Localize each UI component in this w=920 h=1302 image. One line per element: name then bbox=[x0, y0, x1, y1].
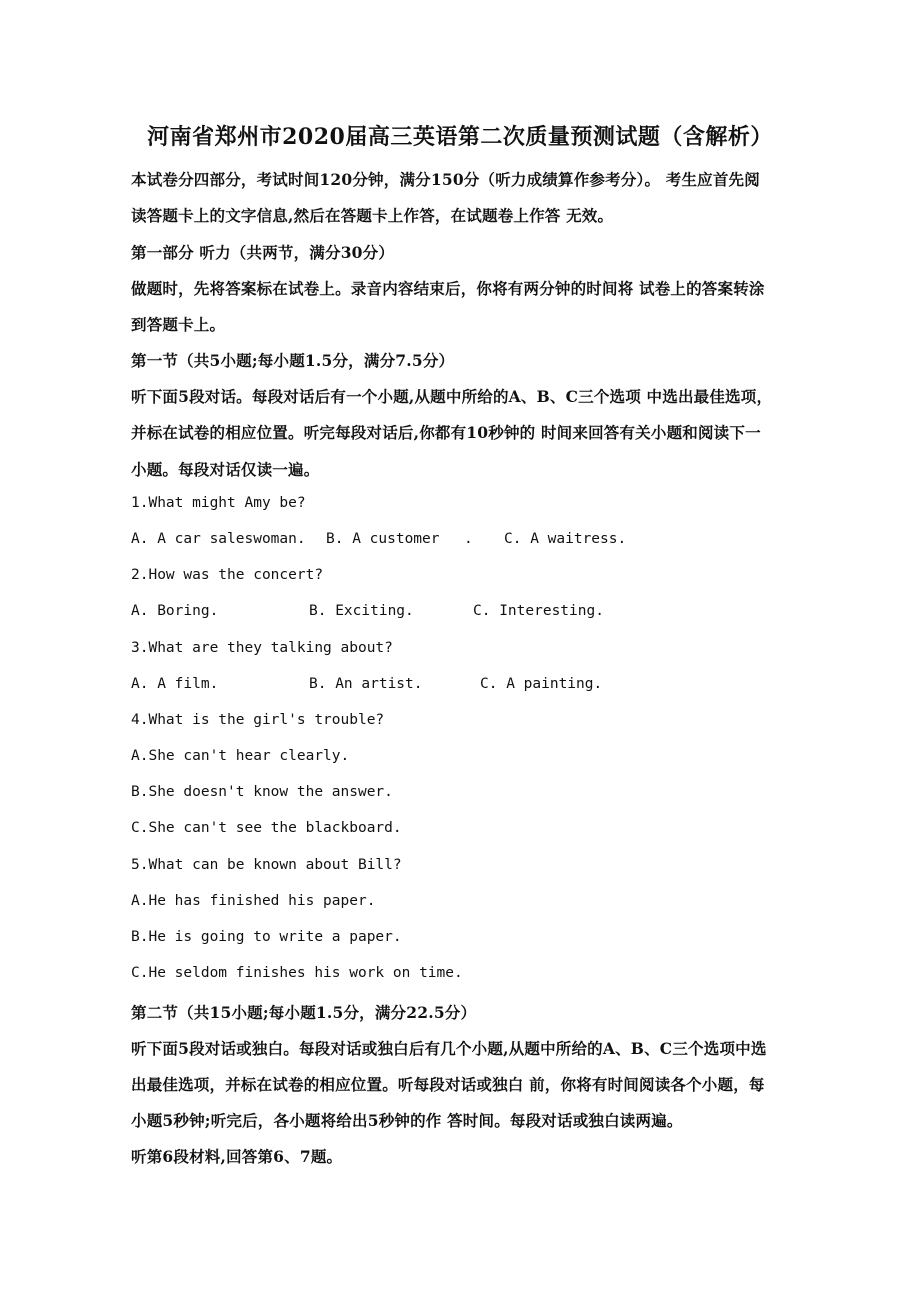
question-5: 5.What can be known about Bill? bbox=[131, 857, 402, 873]
question-3: 3.What are they talking about? bbox=[131, 640, 393, 656]
part1-heading: 第一部分 听力（共两节，满分30分） bbox=[131, 243, 395, 262]
section2-instructions-line-1: 听下面5段对话或独白。每段对话或独白后有几个小题,从题中所给的A、B、C三个选项中选 bbox=[131, 1039, 767, 1058]
question-5-option-c: C.He seldom finishes his work on time. bbox=[131, 965, 463, 981]
intro-line-2: 读答题卡上的文字信息,然后在答题卡上作答，在试题卷上作答 无效。 bbox=[131, 206, 614, 225]
question-2-option-c: C. Interesting. bbox=[473, 603, 604, 619]
question-4-option-c: C.She can't see the blackboard. bbox=[131, 820, 402, 836]
question-4: 4.What is the girl's trouble? bbox=[131, 712, 385, 728]
question-2: 2.How was the concert? bbox=[131, 567, 324, 583]
question-1-option-c: C. A waitress. bbox=[504, 531, 627, 547]
section1-heading: 第一节（共5小题;每小题1.5分，满分7.5分） bbox=[131, 351, 455, 370]
question-1-stray-period: . bbox=[464, 531, 473, 547]
section2-instructions-line-2: 出最佳选项，并标在试卷的相应位置。听每段对话或独白 前，你将有时间阅读各个小题，每 bbox=[131, 1075, 765, 1094]
question-4-option-a: A.She can't hear clearly. bbox=[131, 748, 350, 764]
material-note: 听第6段材料,回答第6、7题。 bbox=[131, 1147, 343, 1166]
question-2-option-a: A. Boring. bbox=[131, 603, 219, 619]
question-1: 1.What might Amy be? bbox=[131, 495, 306, 511]
question-2-option-b: B. Exciting. bbox=[309, 603, 414, 619]
question-4-option-b: B.She doesn't know the answer. bbox=[131, 784, 393, 800]
section1-instructions-line-3: 小题。每段对话仅读一遍。 bbox=[131, 460, 320, 479]
part1-instructions-line-1: 做题时，先将答案标在试卷上。录音内容结束后，你将有两分钟的时间将 试卷上的答案转涂 bbox=[131, 279, 765, 298]
intro-line-1: 本试卷分四部分，考试时间120分钟，满分150分（听力成绩算作参考分）。 考生应首先阅 bbox=[131, 170, 760, 189]
question-5-option-a: A.He has finished his paper. bbox=[131, 893, 376, 909]
part1-instructions-line-2: 到答题卡上。 bbox=[131, 315, 226, 334]
question-3-option-a: A. A film. bbox=[131, 676, 219, 692]
question-5-option-b: B.He is going to write a paper. bbox=[131, 929, 402, 945]
question-1-option-b: B. A customer bbox=[326, 531, 440, 547]
section2-heading: 第二节（共15小题;每小题1.5分，满分22.5分） bbox=[131, 1003, 477, 1022]
section1-instructions-line-2: 并标在试卷的相应位置。听完每段对话后,你都有10秒钟的 时间来回答有关小题和阅读下一 bbox=[131, 423, 761, 442]
question-1-option-a: A. A car saleswoman. bbox=[131, 531, 306, 547]
section1-instructions-line-1: 听下面5段对话。每段对话后有一个小题,从题中所给的A、B、C三个选项 中选出最佳选项， bbox=[131, 387, 773, 406]
question-3-option-c: C. A painting. bbox=[480, 676, 603, 692]
question-3-option-b: B. An artist. bbox=[309, 676, 423, 692]
document-title: 河南省郑州市2020届高三英语第二次质量预测试题（含解析） bbox=[147, 124, 773, 150]
section2-instructions-line-3: 小题5秒钟;听完后，各小题将给出5秒钟的作 答时间。每段对话或独白读两遍。 bbox=[131, 1111, 683, 1130]
